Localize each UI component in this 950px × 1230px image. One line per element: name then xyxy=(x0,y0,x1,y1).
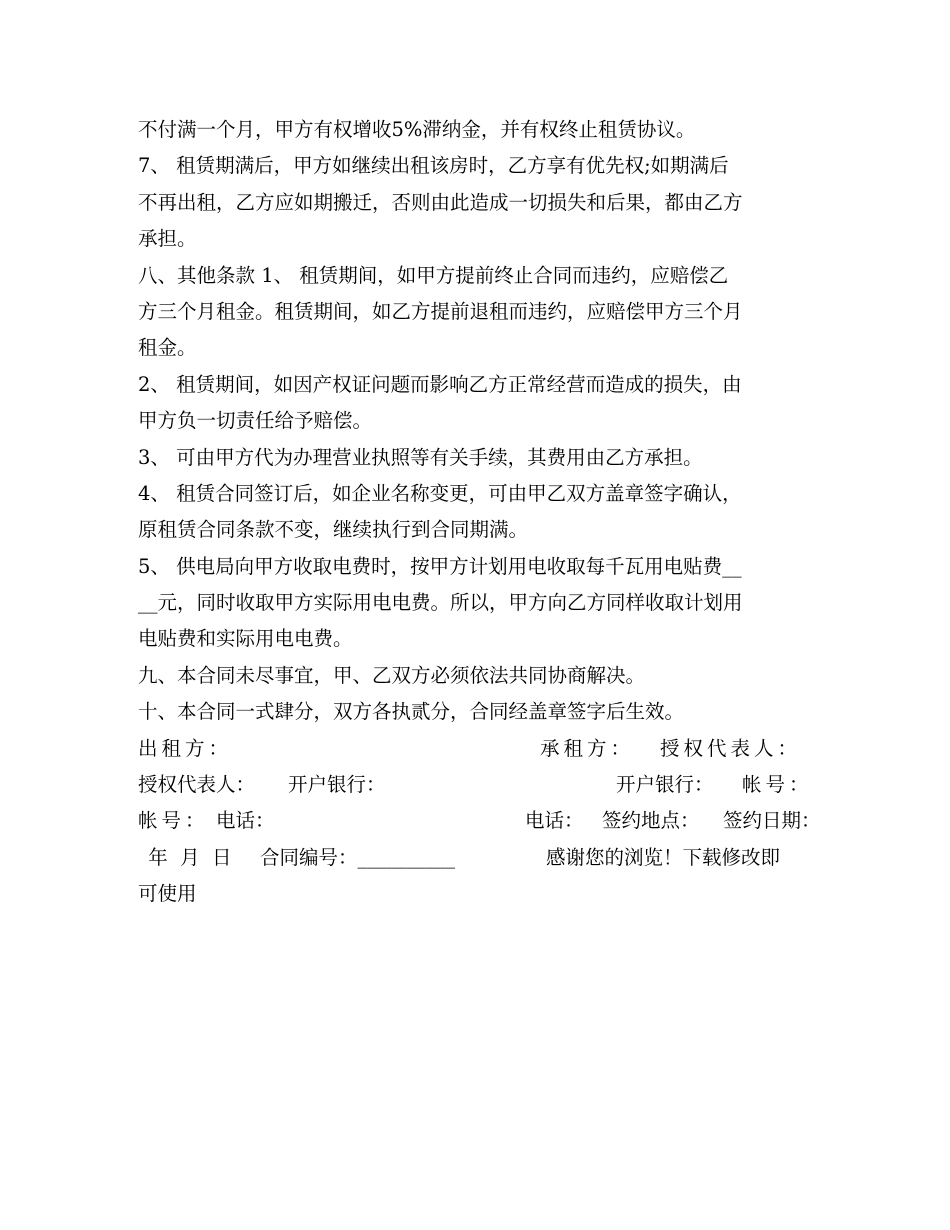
auth-rep-label: 授权代表人： xyxy=(138,773,256,797)
body-line: 不付满一个月，甲方有权增收5%滞纳金，并有权终止租赁协议。 xyxy=(138,118,696,141)
body-line: 2、 租赁期间，如因产权证问题而影响乙方正常经营而造成的损失，由 xyxy=(138,372,742,396)
body-line: 甲方负一切责任给予赔偿。 xyxy=(138,409,373,433)
body-line: __元，同时收取甲方实际用电电费。所以，甲方向乙方同样收取计划用 xyxy=(138,591,743,615)
sign-place-label: 签约地点： xyxy=(602,809,700,833)
document-page xyxy=(138,112,821,913)
auth-rep-label: 授权代表人： xyxy=(660,736,802,760)
body-line: 租金。 xyxy=(138,336,197,360)
body-line: 可使用 xyxy=(138,882,197,906)
body-line: 八、其他条款 1、 租赁期间，如甲方提前终止合同而违约，应赔偿乙 xyxy=(138,263,729,287)
lessor-label: 出租方： xyxy=(138,736,233,760)
body-line: 7、 租赁期满后，甲方如继续出租该房时，乙方享有优先权;如期满后 xyxy=(138,154,729,178)
account-label: 帐号： xyxy=(138,809,209,833)
body-line: 方三个月租金。租赁期间，如乙方提前退租而违约，应赔偿甲方三个月 xyxy=(138,299,743,323)
body-line: 电贴费和实际用电电费。 xyxy=(138,627,353,651)
body-line: 九、本合同未尽事宜，甲、乙双方必须依法共同协商解决。 xyxy=(138,663,646,687)
contract-number: 合同编号：__________ xyxy=(260,845,456,869)
date-fields: 年 月 日 xyxy=(142,845,232,869)
body-line: 原租赁合同条款不变，继续执行到合同期满。 xyxy=(138,518,529,542)
phone-label: 电话： xyxy=(216,809,275,833)
phone-label: 电话： xyxy=(525,809,584,833)
bank-label: 开户银行： xyxy=(288,773,386,797)
body-line: 5、 供电局向甲方收取电费时，按甲方计划用电收取每千瓦用电贴费__ xyxy=(138,554,742,578)
signature-row xyxy=(138,803,821,839)
body-line: 3、 可由甲方代为办理营业执照等有关手续，其费用由乙方承担。 xyxy=(138,445,703,469)
sign-date-label: 签约日期： xyxy=(723,809,821,833)
bank-label: 开户银行： xyxy=(616,773,714,797)
lessee-label: 承租方： xyxy=(540,736,635,760)
signature-row xyxy=(138,840,818,876)
body-line: 承担。 xyxy=(138,227,197,251)
body-line: 十、本合同一式肆分，双方各执贰分，合同经盖章签字后生效。 xyxy=(138,700,685,724)
account-label: 帐号： xyxy=(742,773,813,797)
signature-row xyxy=(138,767,818,803)
signature-row xyxy=(138,731,818,767)
body-line: 4、 租赁合同签订后，如企业名称变更，可由甲乙双方盖章签字确认， xyxy=(138,481,742,505)
body-line: 不再出租，乙方应如期搬迁，否则由此造成一切损失和后果，都由乙方 xyxy=(138,190,743,214)
thanks-note: 感谢您的浏览！下载修改即 xyxy=(546,845,781,869)
